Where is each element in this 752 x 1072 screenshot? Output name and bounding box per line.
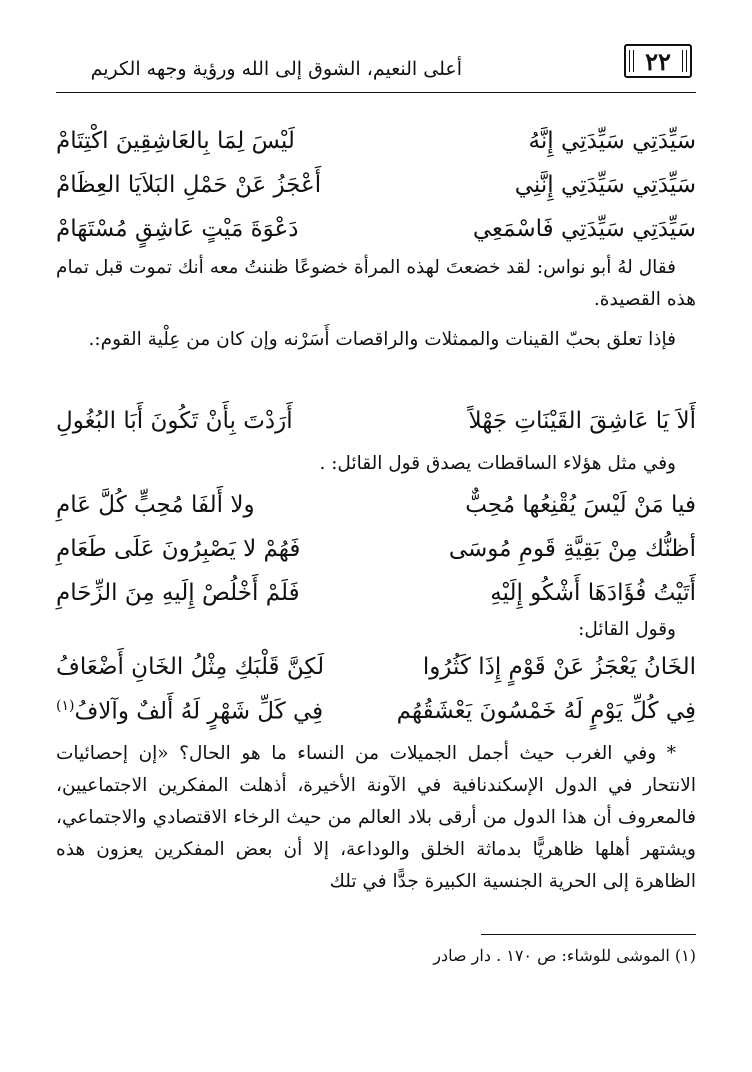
paragraph-text: * وفي الغرب حيث أجمل الجميلات من النساء ما هو الحال؟ «إن إحصائيات الانتحار في الدول الإسكندنافية في الآونة الأخيرة، أذهلت المفكرين الاجتماعيين، فالمعروف أن هذا الدول من أرقى بلاد العالم من حيث الرخاء الاقتصادي والاجتماعي، ويشتهر أهلها ظاهريًّا بدماثة الخلق والوداعة، إلا أن بعض المفكرين يعزون هذه الظاهرة إلى الحرية الجنسية الكبيرة جدًّا في تلك	[56, 743, 696, 892]
page-number: ٢٢	[645, 46, 671, 76]
verse-first-hemistich: فيا مَنْ لَيْسَ يُقْنِعُها مُحِبٌّ	[465, 492, 696, 518]
verse-first-hemistich: سَيِّدَتِي سَيِّدَتِي إِنَّنِي	[514, 172, 696, 198]
verse-second-hemistich: دَعْوَةَ مَيْتٍ عَاشِقٍ مُسْتَهَامْ	[56, 216, 299, 242]
verse-second-hemistich: فَهُمْ لا يَصْبِرُونَ عَلَى طَعَامِ	[56, 536, 301, 562]
verse-second-hemistich: فِي كَلِّ شَهْرٍ لَهُ أَلفٌ وآلافُ	[74, 698, 324, 725]
verse-first-hemistich: سَيِّدَتِي سَيِّدَتِي إِنَّهُ	[528, 128, 696, 154]
paragraph-text: وفي مثل هؤلاء الساقطات يصدق قول القائل: .	[319, 453, 676, 474]
verse-line	[56, 172, 696, 198]
verse-line	[56, 492, 696, 518]
paragraph-text: فإذا تعلق بحبّ القينات والممثلات والراقصات أَسَرْنه وإن كان من عِلْية القوم:.	[88, 329, 676, 350]
footnote-rule	[481, 934, 696, 935]
verse-second-hemistich: لَيْسَ لِمَا بِالعَاشِقِينَ اكْتِتَامْ	[56, 128, 295, 154]
verse-second-hemistich: أَعْجَزُ عَنْ حَمْلِ البَلاَيَا العِظَامْ	[56, 172, 322, 198]
verse-first-hemistich: أَتَيْتُ فُؤَادَهَا أَشْكُو إِلَيْهِ	[490, 580, 696, 606]
header-rule	[56, 92, 696, 93]
paragraph	[56, 448, 696, 480]
running-header: أعلى النعيم، الشوق إلى الله ورؤية وجهه الكريم	[90, 58, 462, 80]
verse-first-hemistich: سَيِّدَتِي سَيِّدَتِي فَاسْمَعِي	[472, 216, 696, 242]
footnote: (١) الموشى للوشاء: ص ١٧٠ . دار صادر	[433, 946, 696, 965]
verse-second-hemistich: لَكِنَّ قَلْبَكِ مِثْلُ الخَانِ أَضْعَافُ	[56, 654, 325, 680]
verse-second-hemistich: فَلَمْ أَخْلُصْ إِلَيهِ مِنَ الزِّحَامِ	[56, 580, 300, 606]
verse-line	[56, 698, 696, 725]
verse-line	[56, 408, 696, 434]
footnote-marker: (١)	[56, 698, 75, 714]
verse-line	[56, 536, 696, 562]
paragraph	[56, 738, 696, 898]
paragraph-text: فقال لهُ أبو نواس: لقد خضعتَ لهذه المرأة خضوعًا ظننتُ معه أنك تموت قبل تمام هذه القصيدة.	[56, 257, 696, 310]
verse-first-hemistich: أَلاَ يَا عَاشِقَ القَيْنَاتِ جَهْلاً	[468, 408, 696, 434]
verse-line	[56, 216, 696, 242]
paragraph	[56, 614, 696, 646]
verse-second-hemistich: ولا أَلفَا مُحِبٍّ كُلَّ عَامِ	[56, 492, 255, 518]
paragraph	[56, 252, 696, 316]
page-number-box	[624, 44, 692, 78]
verse-first-hemistich: الخَانُ يَعْجَزُ عَنْ قَوْمٍ إِذَا كَثُرُوا	[422, 654, 696, 680]
verse-line	[56, 128, 696, 154]
verse-first-hemistich: فِي كُلِّ يَوْمٍ لَهُ خَمْسُونَ يَعْشَقُهُم	[396, 698, 696, 724]
paragraph-text: وقول القائل:	[578, 619, 676, 640]
verse-line	[56, 654, 696, 680]
verse-first-hemistich: أظنُّك مِنْ بَقِيَّةِ قَومِ مُوسَى	[448, 536, 696, 562]
verse-second-hemistich: أَرَدْتَ بِأَنْ تَكُونَ أَبَا البُغُولِ	[56, 408, 293, 434]
paragraph	[56, 324, 696, 356]
verse-line	[56, 580, 696, 606]
